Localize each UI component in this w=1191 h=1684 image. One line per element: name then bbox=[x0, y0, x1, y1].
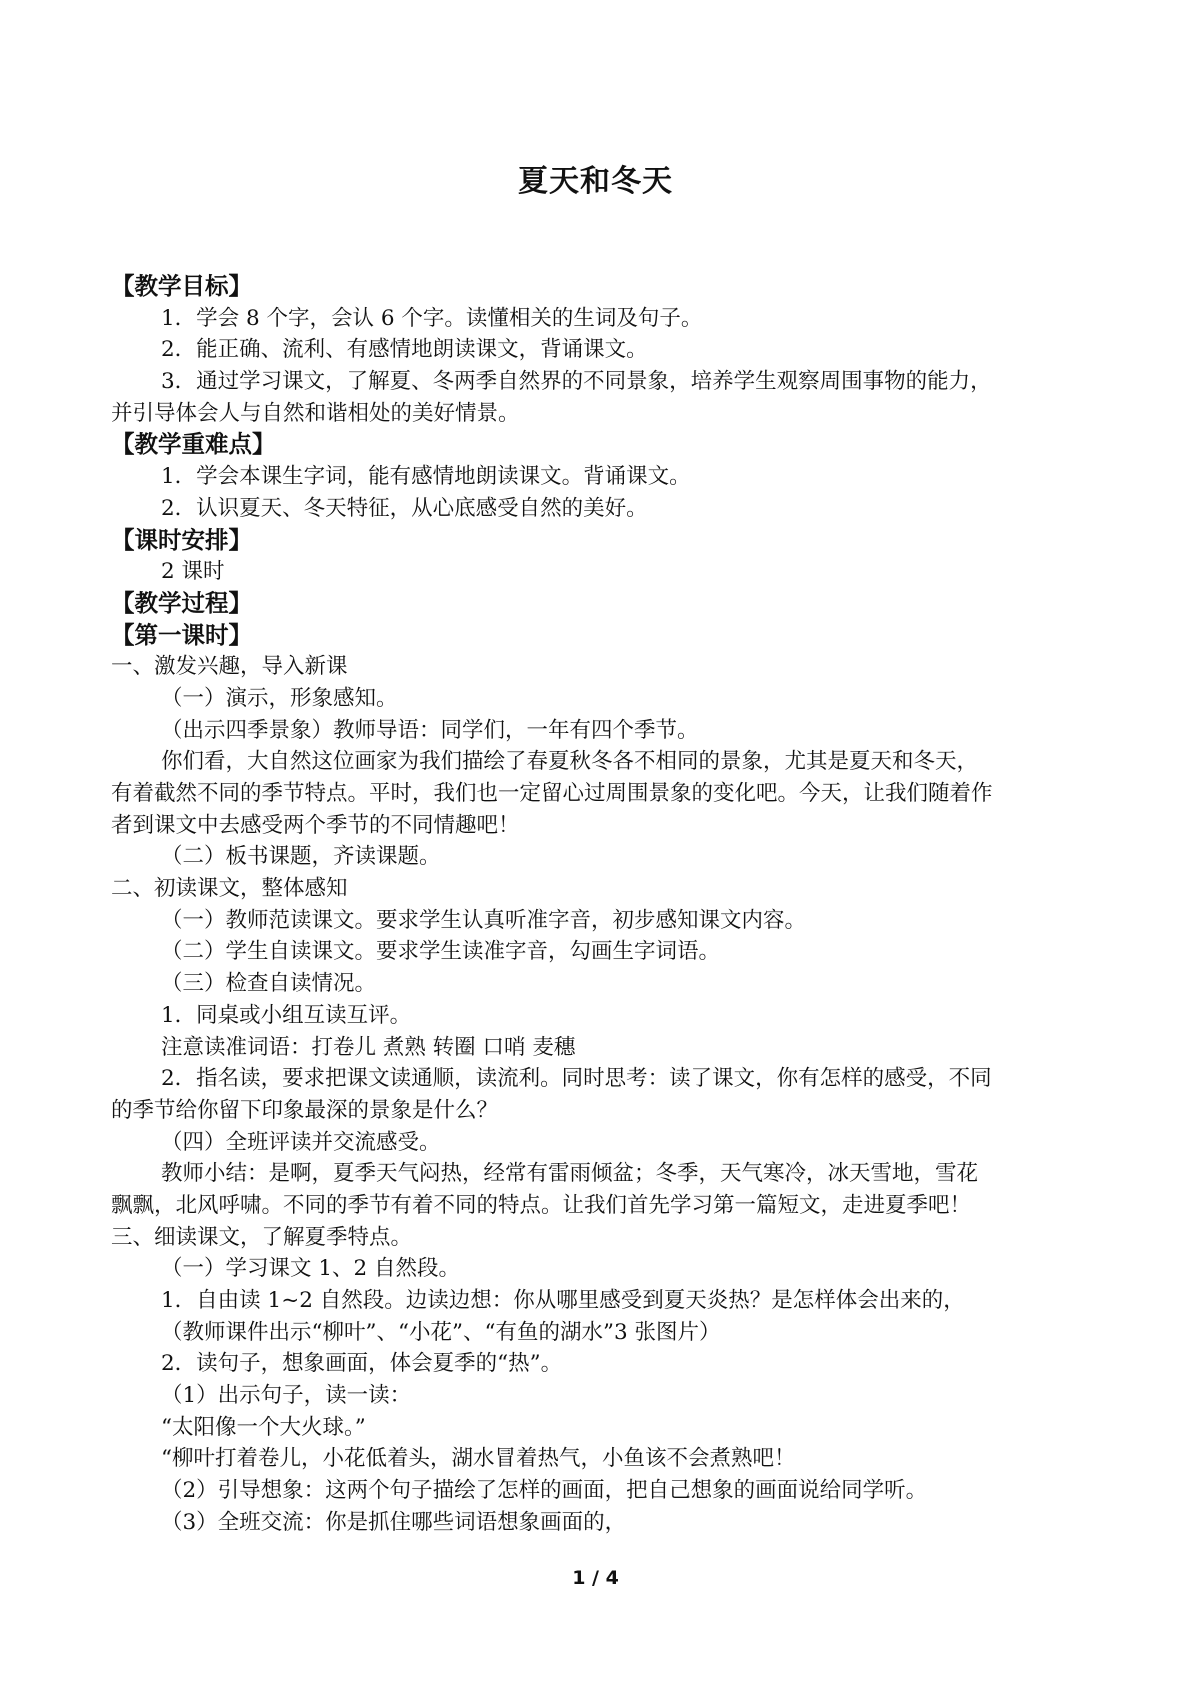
paragraph-line: （一）教师范读课文。要求学生认真听准字音，初步感知课文内容。 bbox=[161, 907, 807, 933]
paragraph-line: “柳叶打着卷儿，小花低着头，湖水冒着热气，小鱼该不会煮熟吧！ bbox=[161, 1446, 796, 1472]
paragraph-line: （1）出示句子，读一读： bbox=[161, 1383, 412, 1409]
paragraph-line: 你们看，大自然这位画家为我们描绘了春夏秋冬各不相同的景象，尤其是夏天和冬天， bbox=[161, 749, 979, 775]
paragraph-line: （二）学生自读课文。要求学生读准字音，勾画生字词语。 bbox=[161, 939, 721, 965]
paragraph-line: （3）全班交流：你是抓住哪些词语想象画面的， bbox=[161, 1509, 627, 1535]
paragraph-line: 者到课文中去感受两个季节的不同情趣吧！ bbox=[111, 812, 520, 838]
paragraph-line: 并引导体会人与自然和谐相处的美好情景。 bbox=[111, 400, 520, 426]
paragraph-line: 飘飘，北风呼啸。不同的季节有着不同的特点。让我们首先学习第一篇短文，走进夏季吧！ bbox=[111, 1192, 972, 1218]
paragraph-line: 注意读准词语：打卷儿 煮熟 转圈 口哨 麦穗 bbox=[161, 1034, 576, 1060]
paragraph-line: 2．能正确、流利、有感情地朗读课文，背诵课文。 bbox=[161, 337, 648, 363]
paragraph-line: （2）引导想象：这两个句子描绘了怎样的画面，把自己想象的画面说给同学听。 bbox=[161, 1478, 928, 1504]
paragraph-line: 教师小结：是啊，夏季天气闷热，经常有雷雨倾盆；冬季，天气寒冷，冰天雪地，雪花 bbox=[161, 1161, 979, 1187]
paragraph-line: 有着截然不同的季节特点。平时，我们也一定留心过周围景象的变化吧。今天，让我们随着作 bbox=[111, 781, 993, 806]
paragraph-line: （一）学习课文 1、2 自然段。 bbox=[161, 1256, 461, 1282]
paragraph-line: 的季节给你留下印象最深的景象是什么？ bbox=[111, 1097, 499, 1123]
paragraph-line: 2 课时 bbox=[161, 559, 225, 585]
paragraph-line: “太阳像一个大火球。” bbox=[161, 1414, 366, 1440]
section-heading: 【课时安排】 bbox=[111, 525, 252, 554]
paragraph-line: （三）检查自读情况。 bbox=[161, 971, 377, 997]
outline-heading: 一、激发兴趣，导入新课 bbox=[111, 654, 348, 680]
paragraph-line: 3．通过学习课文，了解夏、冬两季自然界的不同景象，培养学生观察周围事物的能力， bbox=[161, 369, 992, 395]
paragraph-line: （二）板书课题，齐读课题。 bbox=[161, 844, 441, 870]
paragraph-line: 1．学会 8 个字，会认 6 个字。读懂相关的生词及句子。 bbox=[161, 305, 703, 331]
paragraph-line: （四）全班评读并交流感受。 bbox=[161, 1129, 441, 1155]
paragraph-line: 2．指名读，要求把课文读通顺，读流利。同时思考：读了课文，你有怎样的感受，不同 bbox=[161, 1066, 992, 1092]
outline-heading: 三、细读课文，了解夏季特点。 bbox=[111, 1224, 413, 1250]
paragraph-line: 1．自由读 1~2 自然段。边读边想：你从哪里感受到夏天炎热？是怎样体会出来的， bbox=[161, 1288, 965, 1313]
section-heading: 【第一课时】 bbox=[111, 620, 252, 649]
paragraph-line: （一）演示，形象感知。 bbox=[161, 685, 398, 711]
paragraph-line: 1．学会本课生字词，能有感情地朗读课文。背诵课文。 bbox=[161, 464, 691, 490]
paragraph-line: （教师课件出示“柳叶”、“小花”、“有鱼的湖水”3 张图片） bbox=[161, 1319, 721, 1345]
section-heading: 【教学过程】 bbox=[111, 588, 252, 617]
page-number: 1 / 4 bbox=[572, 1567, 619, 1589]
section-heading: 【教学目标】 bbox=[111, 272, 252, 300]
section-heading: 【教学重难点】 bbox=[111, 430, 276, 459]
document-body bbox=[111, 271, 1086, 1539]
outline-heading: 二、初读课文，整体感知 bbox=[111, 876, 348, 902]
paragraph-line: 2．认识夏天、冬天特征，从心底感受自然的美好。 bbox=[161, 495, 648, 521]
paragraph-line: （出示四季景象）教师导语：同学们，一年有四个季节。 bbox=[161, 717, 699, 743]
paragraph-line: 1．同桌或小组互读互评。 bbox=[161, 1002, 412, 1028]
paragraph-line: 2．读句子，想象画面，体会夏季的“热”。 bbox=[161, 1351, 563, 1377]
page-title: 夏天和冬天 bbox=[518, 164, 673, 199]
